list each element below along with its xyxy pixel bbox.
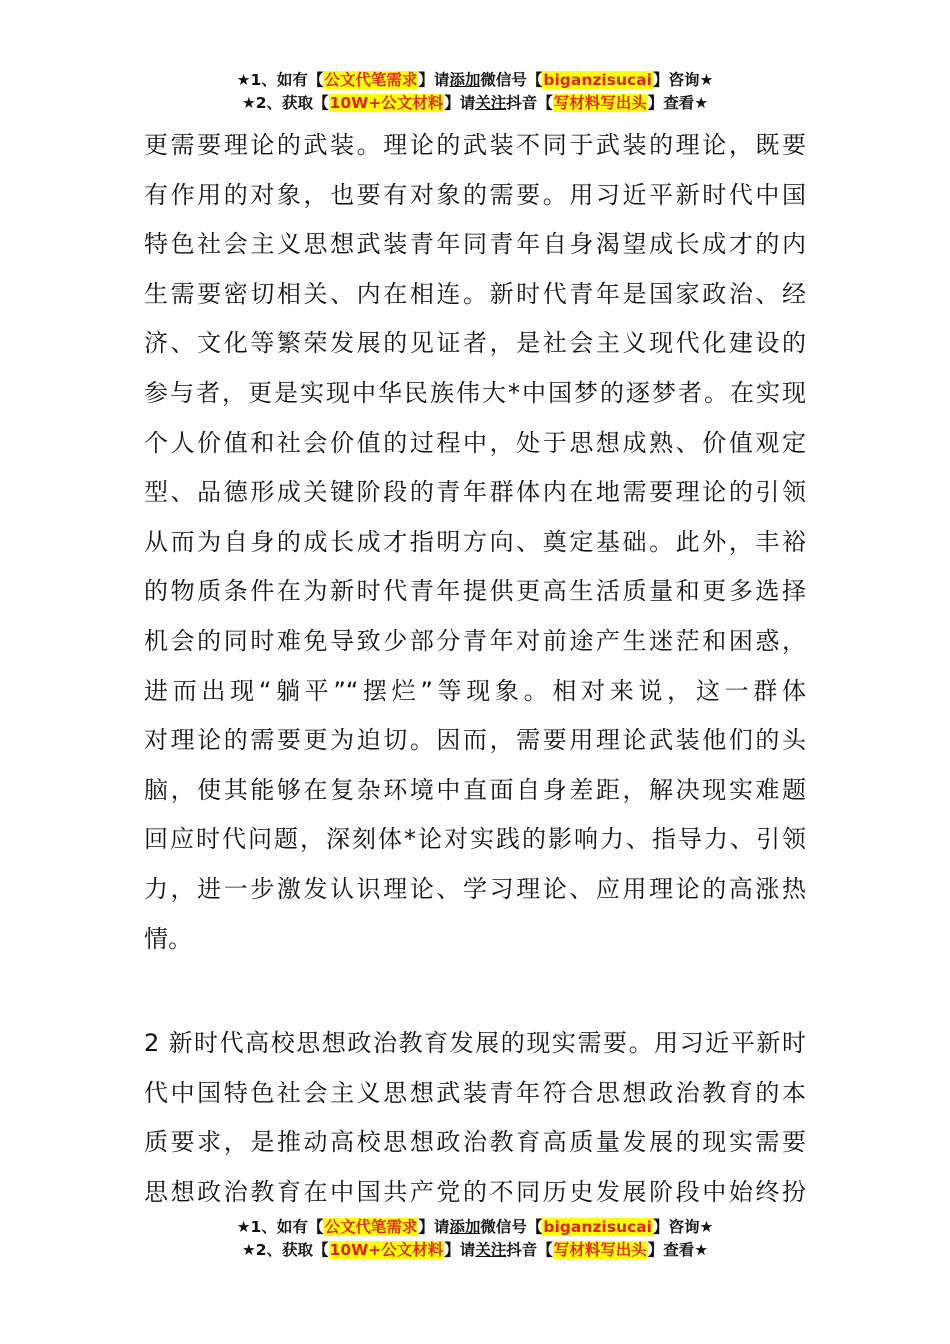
banner-text: 添加 xyxy=(449,1218,481,1236)
highlight-wechat-id: biganzisucai xyxy=(543,1218,652,1236)
text-line: 的物质条件在为新时代青年提供更高生活质量和更多选择 xyxy=(144,577,806,606)
banner-text: ★1、如有【 xyxy=(236,71,324,89)
text-line: 脑，使其能够在复杂环境中直面自身差距，解决现实难题 xyxy=(144,775,806,804)
text-line: 质要求，是推动高校思想政治教育高质量发展的现实需要 xyxy=(144,1128,806,1157)
banner-text: 】请 xyxy=(418,71,450,89)
text-line: 机会的同时难免导致少部分青年对前途产生迷茫和困惑， xyxy=(144,626,806,655)
text-line: 代中国特色社会主义思想武装青年符合思想政治教育的本 xyxy=(144,1078,806,1107)
banner-text: 】请 xyxy=(444,94,476,112)
banner-text: 】请 xyxy=(418,1218,450,1236)
banner-text: 添加 xyxy=(449,71,481,89)
banner-text: 微信号【 xyxy=(480,1218,543,1236)
banner-text: 】咨询★ xyxy=(652,71,714,89)
banner-text: 】咨询★ xyxy=(652,1218,714,1236)
banner-text: 微信号【 xyxy=(480,71,543,89)
text-line: 回应时代问题，深刻体*论对实践的影响力、指导力、引领 xyxy=(144,825,806,854)
highlight-service: 公文代笔需求 xyxy=(324,71,418,89)
highlight-service: 公文代笔需求 xyxy=(324,1218,418,1236)
banner-line-1 xyxy=(0,69,950,92)
text-line: 个人价值和社会价值的过程中，处于思想成熟、价值观定 xyxy=(144,428,806,457)
text-line: 力，进一步激发认识理论、学习理论、应用理论的高涨热 xyxy=(144,874,806,903)
highlight-materials: 10W+公文材料 xyxy=(329,1241,444,1259)
text-line: 对理论的需要更为迫切。因而，需要用理论武装他们的头 xyxy=(144,726,806,755)
banner-text: 关注 xyxy=(475,94,507,112)
text-line: 生需要密切相关、内在相连。新时代青年是国家政治、经 xyxy=(144,279,806,308)
text-line: 有作用的对象，也要有对象的需要。用习近平新时代中国 xyxy=(144,180,806,209)
banner-line-2 xyxy=(0,92,950,115)
banner-text: 】查看★ xyxy=(647,1241,709,1259)
highlight-douyin-account: 写材料写出头 xyxy=(553,94,647,112)
highlight-materials: 10W+公文材料 xyxy=(329,94,444,112)
text-line: 从而为自身的成长成才指明方向、奠定基础。此外，丰裕 xyxy=(144,527,806,556)
banner-text: 关注 xyxy=(475,1241,507,1259)
text-line: 特色社会主义思想武装青年同青年自身渴望成长成才的内 xyxy=(144,230,806,259)
highlight-douyin-account: 写材料写出头 xyxy=(553,1241,647,1259)
paragraph-2 xyxy=(144,1019,806,1217)
banner-text: 】请 xyxy=(444,1241,476,1259)
text-line: 2 新时代高校思想政治教育发展的现实需要。用习近平新时 xyxy=(144,1029,806,1057)
banner-text: ★2、获取【 xyxy=(241,94,329,112)
text-line: 进而出现“躺平”“摆烂”等现象。相对来说，这一群体 xyxy=(144,676,806,705)
banner-line-1 xyxy=(0,1216,950,1239)
banner-text: ★1、如有【 xyxy=(236,1218,324,1236)
header-banner xyxy=(0,69,950,115)
text-line: 思想政治教育在中国共产党的不同历史发展阶段中始终扮 xyxy=(144,1177,806,1206)
banner-text: 抖音【 xyxy=(506,1241,553,1259)
text-line: 情。 xyxy=(144,924,192,953)
highlight-wechat-id: biganzisucai xyxy=(543,71,652,89)
footer-banner xyxy=(0,1216,950,1262)
paragraph-1 xyxy=(144,121,806,964)
text-line: 型、品德形成关键阶段的青年群体内在地需要理论的引领 xyxy=(144,478,806,507)
banner-text: 抖音【 xyxy=(506,94,553,112)
banner-text: ★2、获取【 xyxy=(241,1241,329,1259)
banner-text: 】查看★ xyxy=(647,94,709,112)
text-line: 济、文化等繁荣发展的见证者，是社会主义现代化建设的 xyxy=(144,329,806,358)
text-line: 参与者，更是实现中华民族伟大*中国梦的逐梦者。在实现 xyxy=(144,378,806,407)
text-line: 更需要理论的武装。理论的武装不同于武装的理论，既要 xyxy=(144,131,806,159)
banner-line-2 xyxy=(0,1239,950,1262)
